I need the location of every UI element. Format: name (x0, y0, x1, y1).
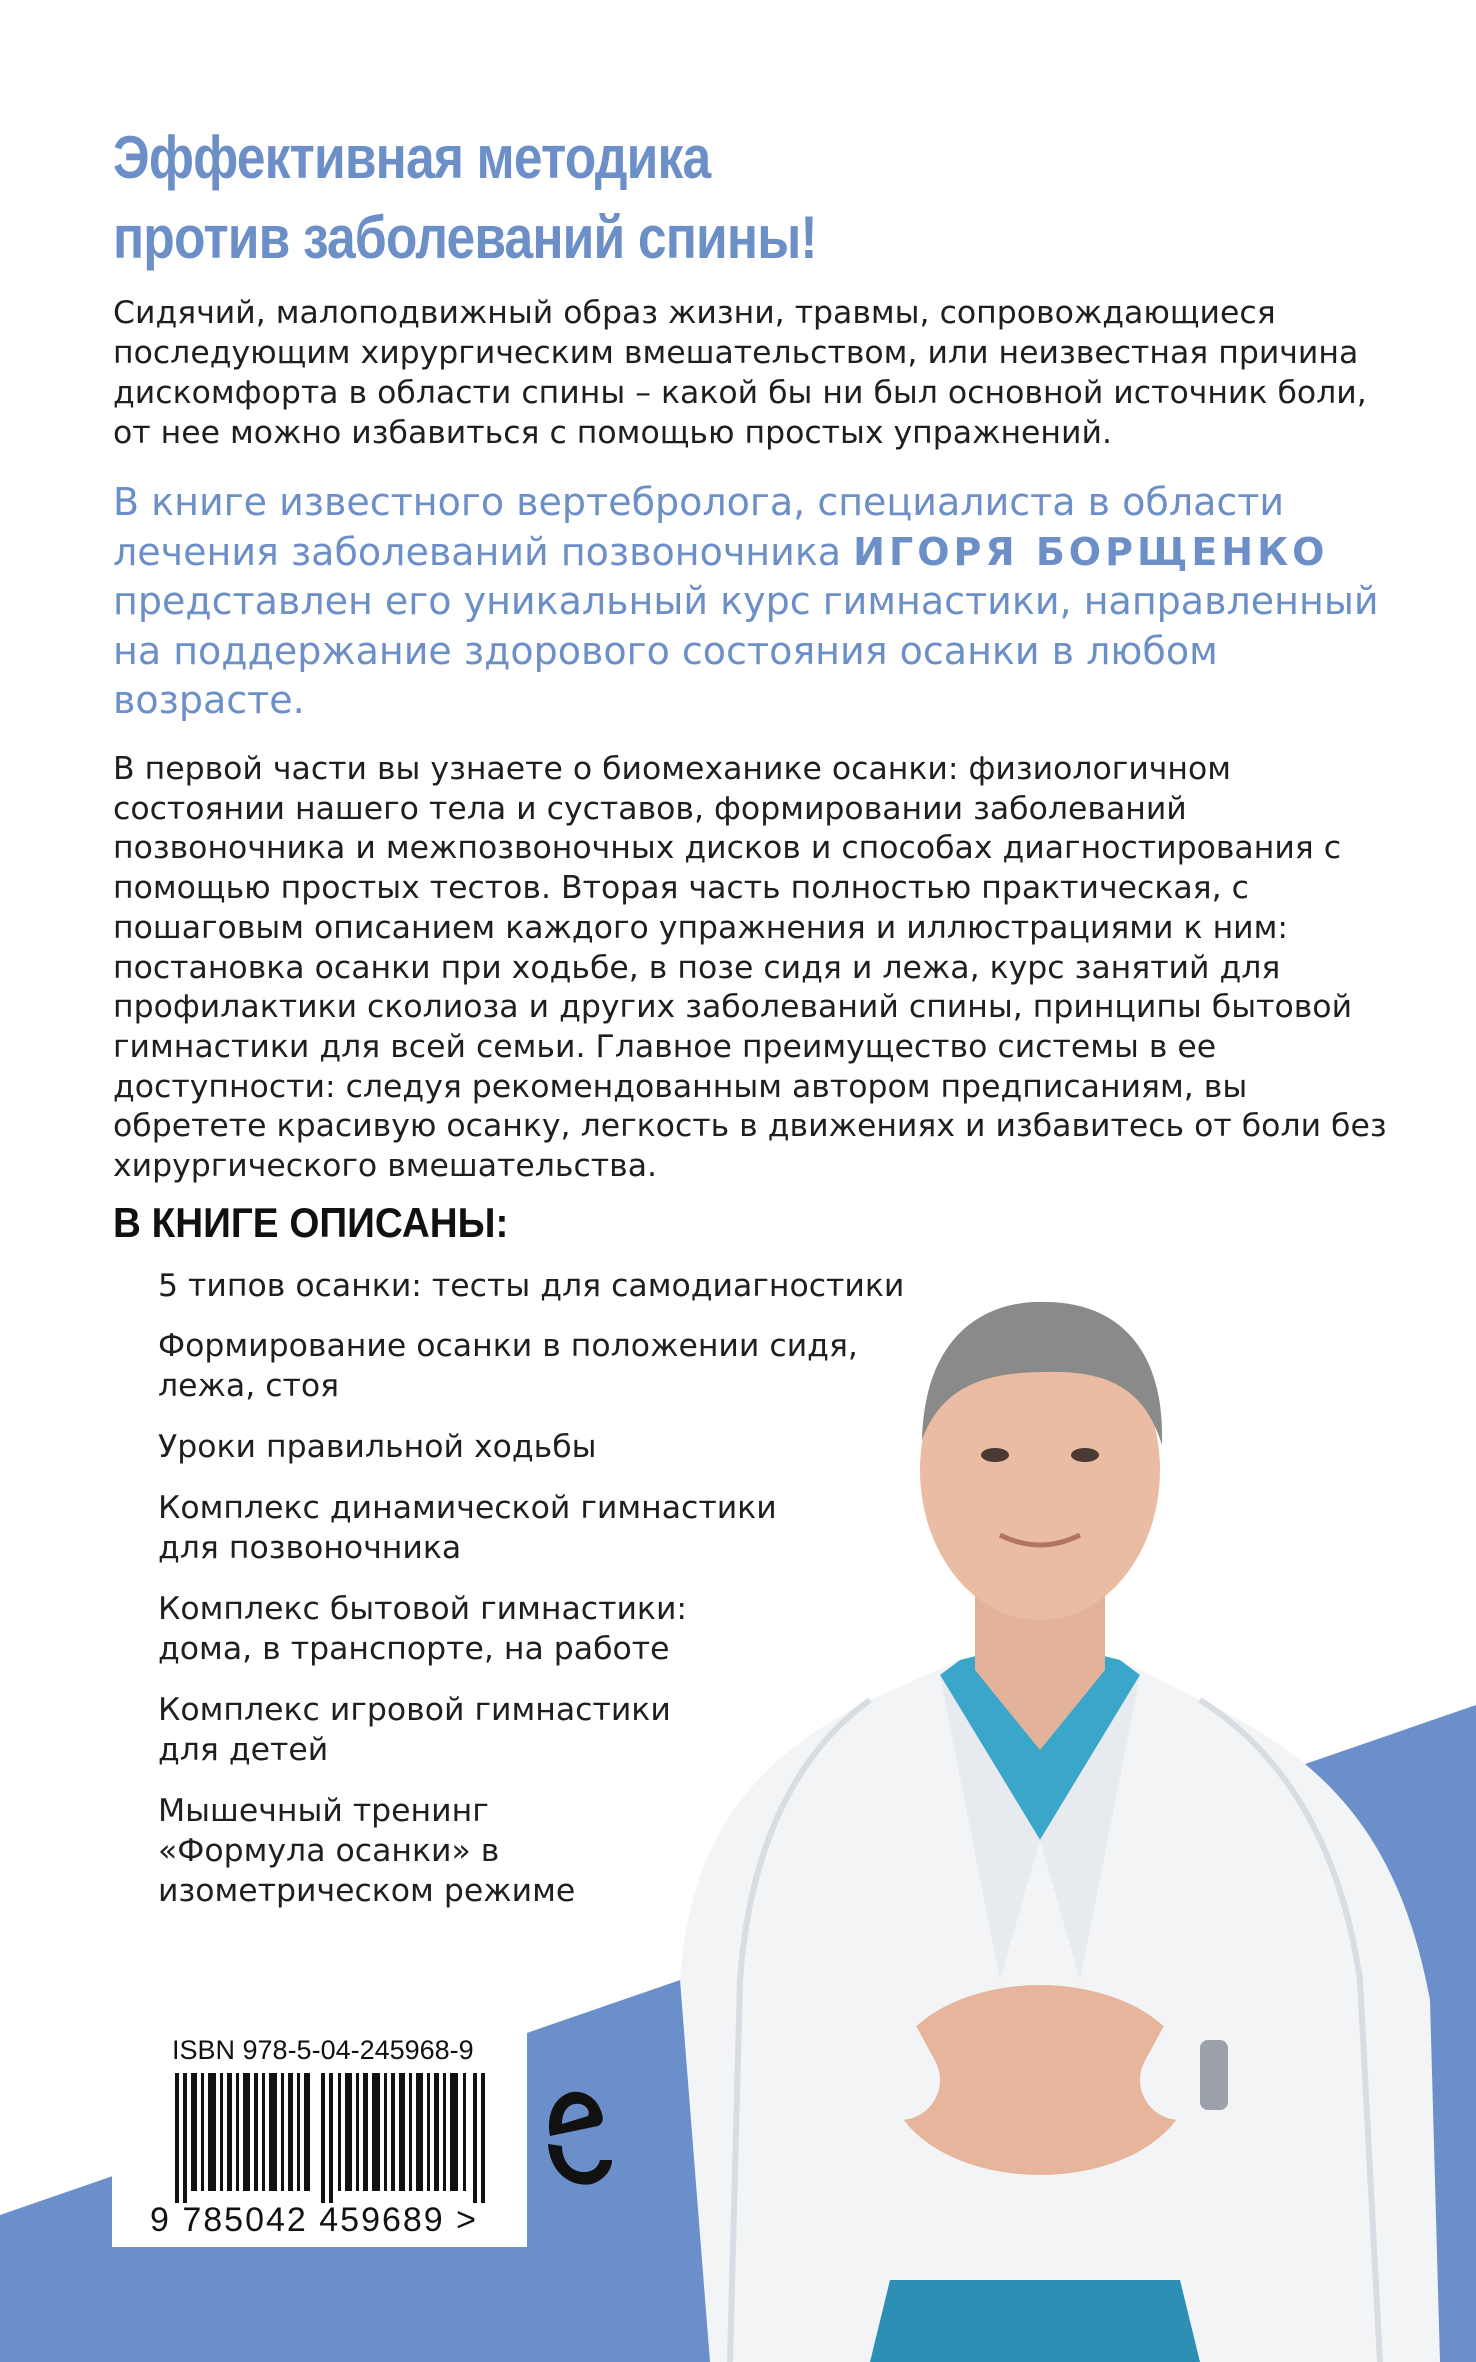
list-item: Уроки правильной ходьбы (158, 1429, 597, 1465)
description-paragraph: В первой части вы узнаете о биомеханике осанки: физиологичном состоянии нашего тела и суставов, формировании заболеваний позвоночника и межпозвоночных дисков и способах диагностирования с помощью простых тестов. Вторая часть полностью практическая, с пошаговым описанием каждого упражнения и иллюстрациями к ним: постановка осанки при ходьбе, в позе сидя и лежа, курс занятий для профилактики сколиоза и других заболеваний спины, принципы бытовой гимнастики для всей семьи. Главное преимущество системы в ее доступности: следуя рекомендованным автором предписаниям, вы обретете красивую осанку, легкость в движениях и избавитесь от боли без хирургического вмешательства. (113, 751, 1387, 1185)
highlight-after: представлен его уникальный курс гимнастики, направленный на поддержание здорового состояния осанки в любом возрасте. (113, 579, 1379, 722)
list-item: Формирование осанки в положении сидя, лежа, стоя (158, 1328, 858, 1404)
barcode-icon (175, 2073, 485, 2203)
isbn-label: ISBN 978-5-04-245968-9 (172, 2035, 474, 2065)
isbn-barcode-block (112, 2015, 527, 2247)
headline-line-2: против заболеваний спины! (113, 204, 817, 271)
features-list (158, 1266, 918, 1932)
list-item: Мышечный тренинг «Формула осанки» в изометрическом режиме (158, 1793, 576, 1909)
headline (113, 118, 973, 278)
list-item: 5 типов осанки: тесты для самодиагностики (158, 1268, 905, 1304)
author-highlight-paragraph (113, 478, 1413, 726)
ean-number: 9 785042 459689 > (150, 2201, 479, 2239)
list-item: Комплекс динамической гимнастики для позвоночника (158, 1490, 777, 1566)
intro-paragraph: Сидячий, малоподвижный образ жизни, травмы, сопровождающиеся последующим хирургическим вмешательством, или неизвестная причина дискомфорта в области спины – какой бы ни был основной источник боли, от нее можно избавиться с помощью простых упражнений. (113, 295, 1367, 451)
highlight-before: В книге известного вертебролога, специалиста в области лечения заболеваний позвоночника (113, 480, 1285, 574)
features-title: В КНИГЕ ОПИСАНЫ: (113, 1199, 509, 1246)
list-item: Комплекс бытовой гимнастики: дома, в транспорте, на работе (158, 1591, 688, 1667)
headline-line-1: Эффективная методика (113, 124, 711, 191)
publisher-logo-icon (540, 2080, 620, 2200)
author-name: ИГОРЯ БОРЩЕНКО (853, 529, 1329, 574)
list-item: Комплекс игровой гимнастики для детей (158, 1692, 671, 1768)
